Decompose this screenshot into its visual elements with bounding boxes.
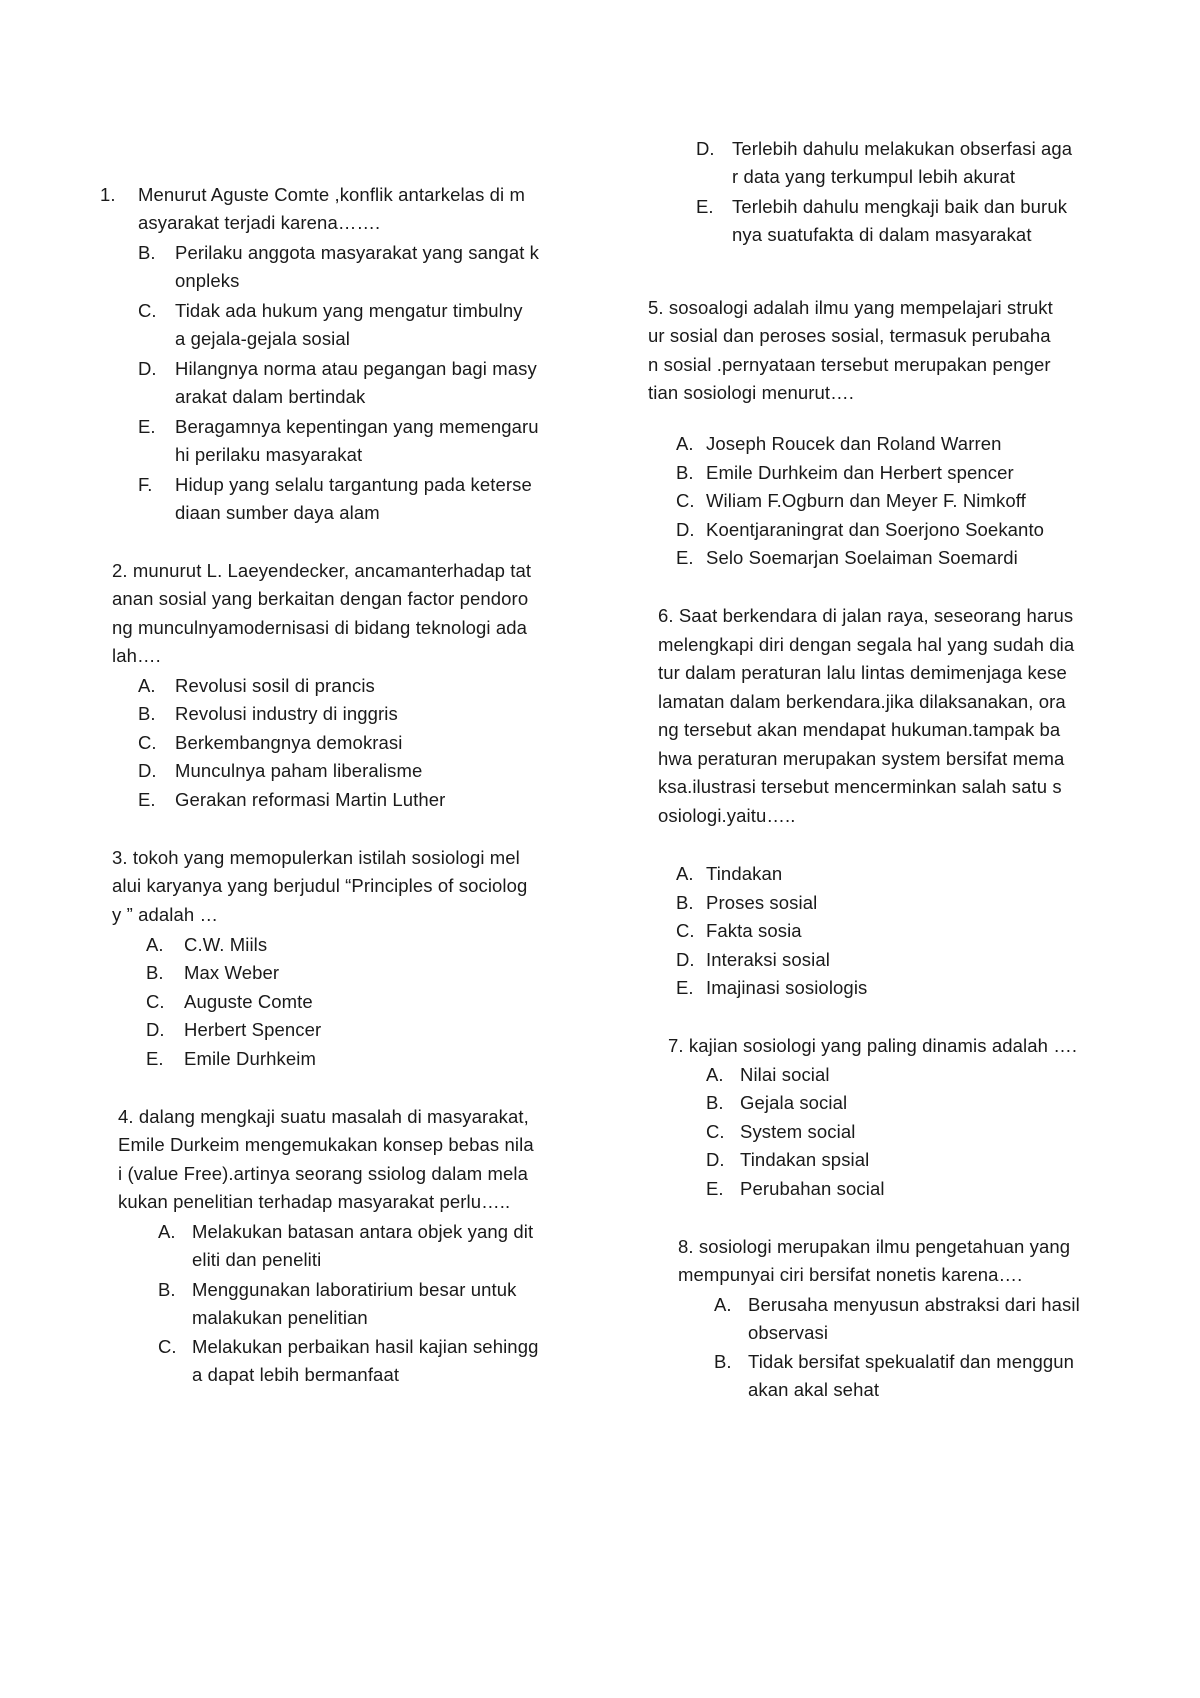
option-text-line: Menggunakan laboratirium besar untuk <box>192 1279 517 1300</box>
option-letter: C. <box>138 300 157 321</box>
option-letter: B. <box>138 703 156 724</box>
question-stem-line: 4. dalang mengkaji suatu masalah di masyarakat, <box>118 1106 529 1127</box>
option-letter: E. <box>138 789 156 810</box>
option-text-line: Interaksi sosial <box>706 949 830 970</box>
option-text-line: Terlebih dahulu mengkaji baik dan buruk <box>732 196 1068 217</box>
question-stem-line: ng munculnyamodernisasi di bidang teknologi ada <box>112 617 528 638</box>
option-text-line: Terlebih dahulu melakukan obserfasi aga <box>732 138 1073 159</box>
option-letter: D. <box>676 949 695 970</box>
option-letter: A. <box>146 934 164 955</box>
question-stem-line: 7. kajian sosiologi yang paling dinamis adalah …. <box>668 1035 1078 1056</box>
option-text-line: Nilai social <box>740 1064 830 1085</box>
question-stem-line: ur sosial dan peroses sosial, termasuk perubaha <box>648 325 1051 346</box>
option-text-line: Herbert Spencer <box>184 1019 322 1040</box>
option-letter: E. <box>706 1178 724 1199</box>
option-letter: B. <box>676 892 694 913</box>
option-text-line: Perubahan social <box>740 1178 885 1199</box>
question-stem-line: i (value Free).artinya seorang ssiolog dalam mela <box>118 1163 529 1184</box>
option-letter: A. <box>676 433 694 454</box>
question-stem-line: 6. Saat berkendara di jalan raya, seseorang harus <box>658 605 1074 626</box>
option-letter: C. <box>138 732 157 753</box>
question-stem-line: 8. sosiologi merupakan ilmu pengetahuan yang <box>678 1236 1071 1257</box>
option-letter: B. <box>676 462 694 483</box>
option-text-line: Emile Durhkeim <box>184 1048 316 1069</box>
option-text-line: Berkembangnya demokrasi <box>175 732 403 753</box>
option-letter: D. <box>138 760 157 781</box>
question-stem-line: lah…. <box>112 645 161 666</box>
question-stem-line: tian sosiologi menurut…. <box>648 382 854 403</box>
question-stem-line: y ” adalah … <box>112 904 219 925</box>
option-letter: C. <box>676 490 695 511</box>
option-letter: C. <box>676 920 695 941</box>
option-text-line: Melakukan perbaikan hasil kajian sehingg <box>192 1336 539 1357</box>
question-stem-line: hwa peraturan merupakan system bersifat mema <box>658 748 1065 769</box>
option-letter: E. <box>146 1048 164 1069</box>
option-text-line: nya suatufakta di dalam masyarakat <box>732 224 1032 245</box>
question-stem-line: 3. tokoh yang memopulerkan istilah sosiologi mel <box>112 847 520 868</box>
option-text-line: akan akal sehat <box>748 1379 880 1400</box>
question-stem-line: Menurut Aguste Comte ,konflik antarkelas di m <box>138 184 526 205</box>
option-text-line: observasi <box>748 1322 829 1343</box>
option-text-line: Max Weber <box>184 962 280 983</box>
option-letter: E. <box>138 416 156 437</box>
option-letter: F. <box>138 474 153 495</box>
option-text-line: Revolusi sosil di prancis <box>175 675 375 696</box>
option-text-line: Berusaha menyusun abstraksi dari hasil <box>748 1294 1080 1315</box>
option-text-line: Selo Soemarjan Soelaiman Soemardi <box>706 547 1018 568</box>
option-letter: B. <box>158 1279 176 1300</box>
question-stem-line: ksa.ilustrasi tersebut mencerminkan salah satu s <box>658 776 1062 797</box>
option-text-line: Proses sosial <box>706 892 818 913</box>
option-text-line: Hidup yang selalu targantung pada keterse <box>175 474 532 495</box>
question-number: 1. <box>100 184 116 205</box>
option-text-line: Revolusi industry di inggris <box>175 703 398 724</box>
option-letter: D. <box>706 1149 725 1170</box>
option-text-line: a dapat lebih bermanfaat <box>192 1364 400 1385</box>
question-stem-line: melengkapi diri dengan segala hal yang sudah dia <box>658 634 1075 655</box>
option-letter: C. <box>146 991 165 1012</box>
question-stem-line: kukan penelitian terhadap masyarakat perlu….. <box>118 1191 511 1212</box>
option-letter: C. <box>706 1121 725 1142</box>
question-stem-line: n sosial .pernyataan tersebut merupakan penger <box>648 354 1051 375</box>
option-text-line: malakukan penelitian <box>192 1307 368 1328</box>
option-text-line: Wiliam F.Ogburn dan Meyer F. Nimkoff <box>706 490 1026 511</box>
option-text-line: Koentjaraningrat dan Soerjono Soekanto <box>706 519 1045 540</box>
option-letter: D. <box>676 519 695 540</box>
option-letter: B. <box>706 1092 724 1113</box>
option-letter: A. <box>706 1064 724 1085</box>
question-stem-line: ng tersebut akan mendapat hukuman.tampak ba <box>658 719 1061 740</box>
question-stem-line: 2. munurut L. Laeyendecker, ancamanterhadap tat <box>112 560 532 581</box>
option-letter: A. <box>158 1221 176 1242</box>
option-letter: D. <box>696 138 715 159</box>
option-letter: C. <box>158 1336 177 1357</box>
option-text-line: a gejala-gejala sosial <box>175 328 350 349</box>
option-text-line: Perilaku anggota masyarakat yang sangat k <box>175 242 540 263</box>
option-text-line: Hilangnya norma atau pegangan bagi masy <box>175 358 537 379</box>
option-text-line: Tidak ada hukum yang mengatur timbulny <box>175 300 523 321</box>
question-stem-line: tur dalam peraturan lalu lintas demimenjaga kese <box>658 662 1067 683</box>
option-text-line: Joseph Roucek dan Roland Warren <box>706 433 1002 454</box>
option-text-line: Beragamnya kepentingan yang memengaru <box>175 416 539 437</box>
option-text-line: Tindakan spsial <box>740 1149 870 1170</box>
option-text-line: Tidak bersifat spekualatif dan menggun <box>748 1351 1075 1372</box>
option-letter: B. <box>714 1351 732 1372</box>
question-stem-line: asyarakat terjadi karena……. <box>138 212 381 233</box>
question-stem-line: osiologi.yaitu….. <box>658 805 796 826</box>
question-stem-line: 5. sosoalogi adalah ilmu yang mempelajari strukt <box>648 297 1053 318</box>
option-letter: B. <box>138 242 156 263</box>
option-text-line: Tindakan <box>706 863 783 884</box>
option-letter: A. <box>714 1294 732 1315</box>
option-text-line: onpleks <box>175 270 240 291</box>
option-text-line: Munculnya paham liberalisme <box>175 760 423 781</box>
option-text-line: hi perilaku masyarakat <box>175 444 363 465</box>
option-text-line: Fakta sosia <box>706 920 802 941</box>
option-text-line: arakat dalam bertindak <box>175 386 366 407</box>
option-text-line: diaan sumber daya alam <box>175 502 380 523</box>
option-letter: A. <box>676 863 694 884</box>
question-stem-line: mempunyai ciri bersifat nonetis karena…. <box>678 1264 1023 1285</box>
option-text-line: Gejala social <box>740 1092 848 1113</box>
question-stem-line: anan sosial yang berkaitan dengan factor pendoro <box>112 588 529 609</box>
option-text-line: Gerakan reformasi Martin Luther <box>175 789 446 810</box>
option-letter: D. <box>146 1019 165 1040</box>
option-text-line: C.W. Miils <box>184 934 268 955</box>
option-text-line: System social <box>740 1121 856 1142</box>
option-letter: A. <box>138 675 156 696</box>
option-letter: E. <box>676 547 694 568</box>
option-text-line: r data yang terkumpul lebih akurat <box>732 166 1016 187</box>
question-stem-line: Emile Durkeim mengemukakan konsep bebas nila <box>118 1134 534 1155</box>
option-letter: E. <box>696 196 714 217</box>
question-stem-line: lamatan dalam berkendara.jika dilaksanakan, ora <box>658 691 1066 712</box>
option-text-line: Melakukan batasan antara objek yang dit <box>192 1221 534 1242</box>
option-letter: E. <box>676 977 694 998</box>
option-text-line: eliti dan peneliti <box>192 1249 322 1270</box>
option-text-line: Imajinasi sosiologis <box>706 977 868 998</box>
option-letter: D. <box>138 358 157 379</box>
option-text-line: Auguste Comte <box>184 991 313 1012</box>
option-text-line: Emile Durhkeim dan Herbert spencer <box>706 462 1014 483</box>
question-stem-line: alui karyanya yang berjudul “Principles of sociolog <box>112 875 528 896</box>
option-letter: B. <box>146 962 164 983</box>
